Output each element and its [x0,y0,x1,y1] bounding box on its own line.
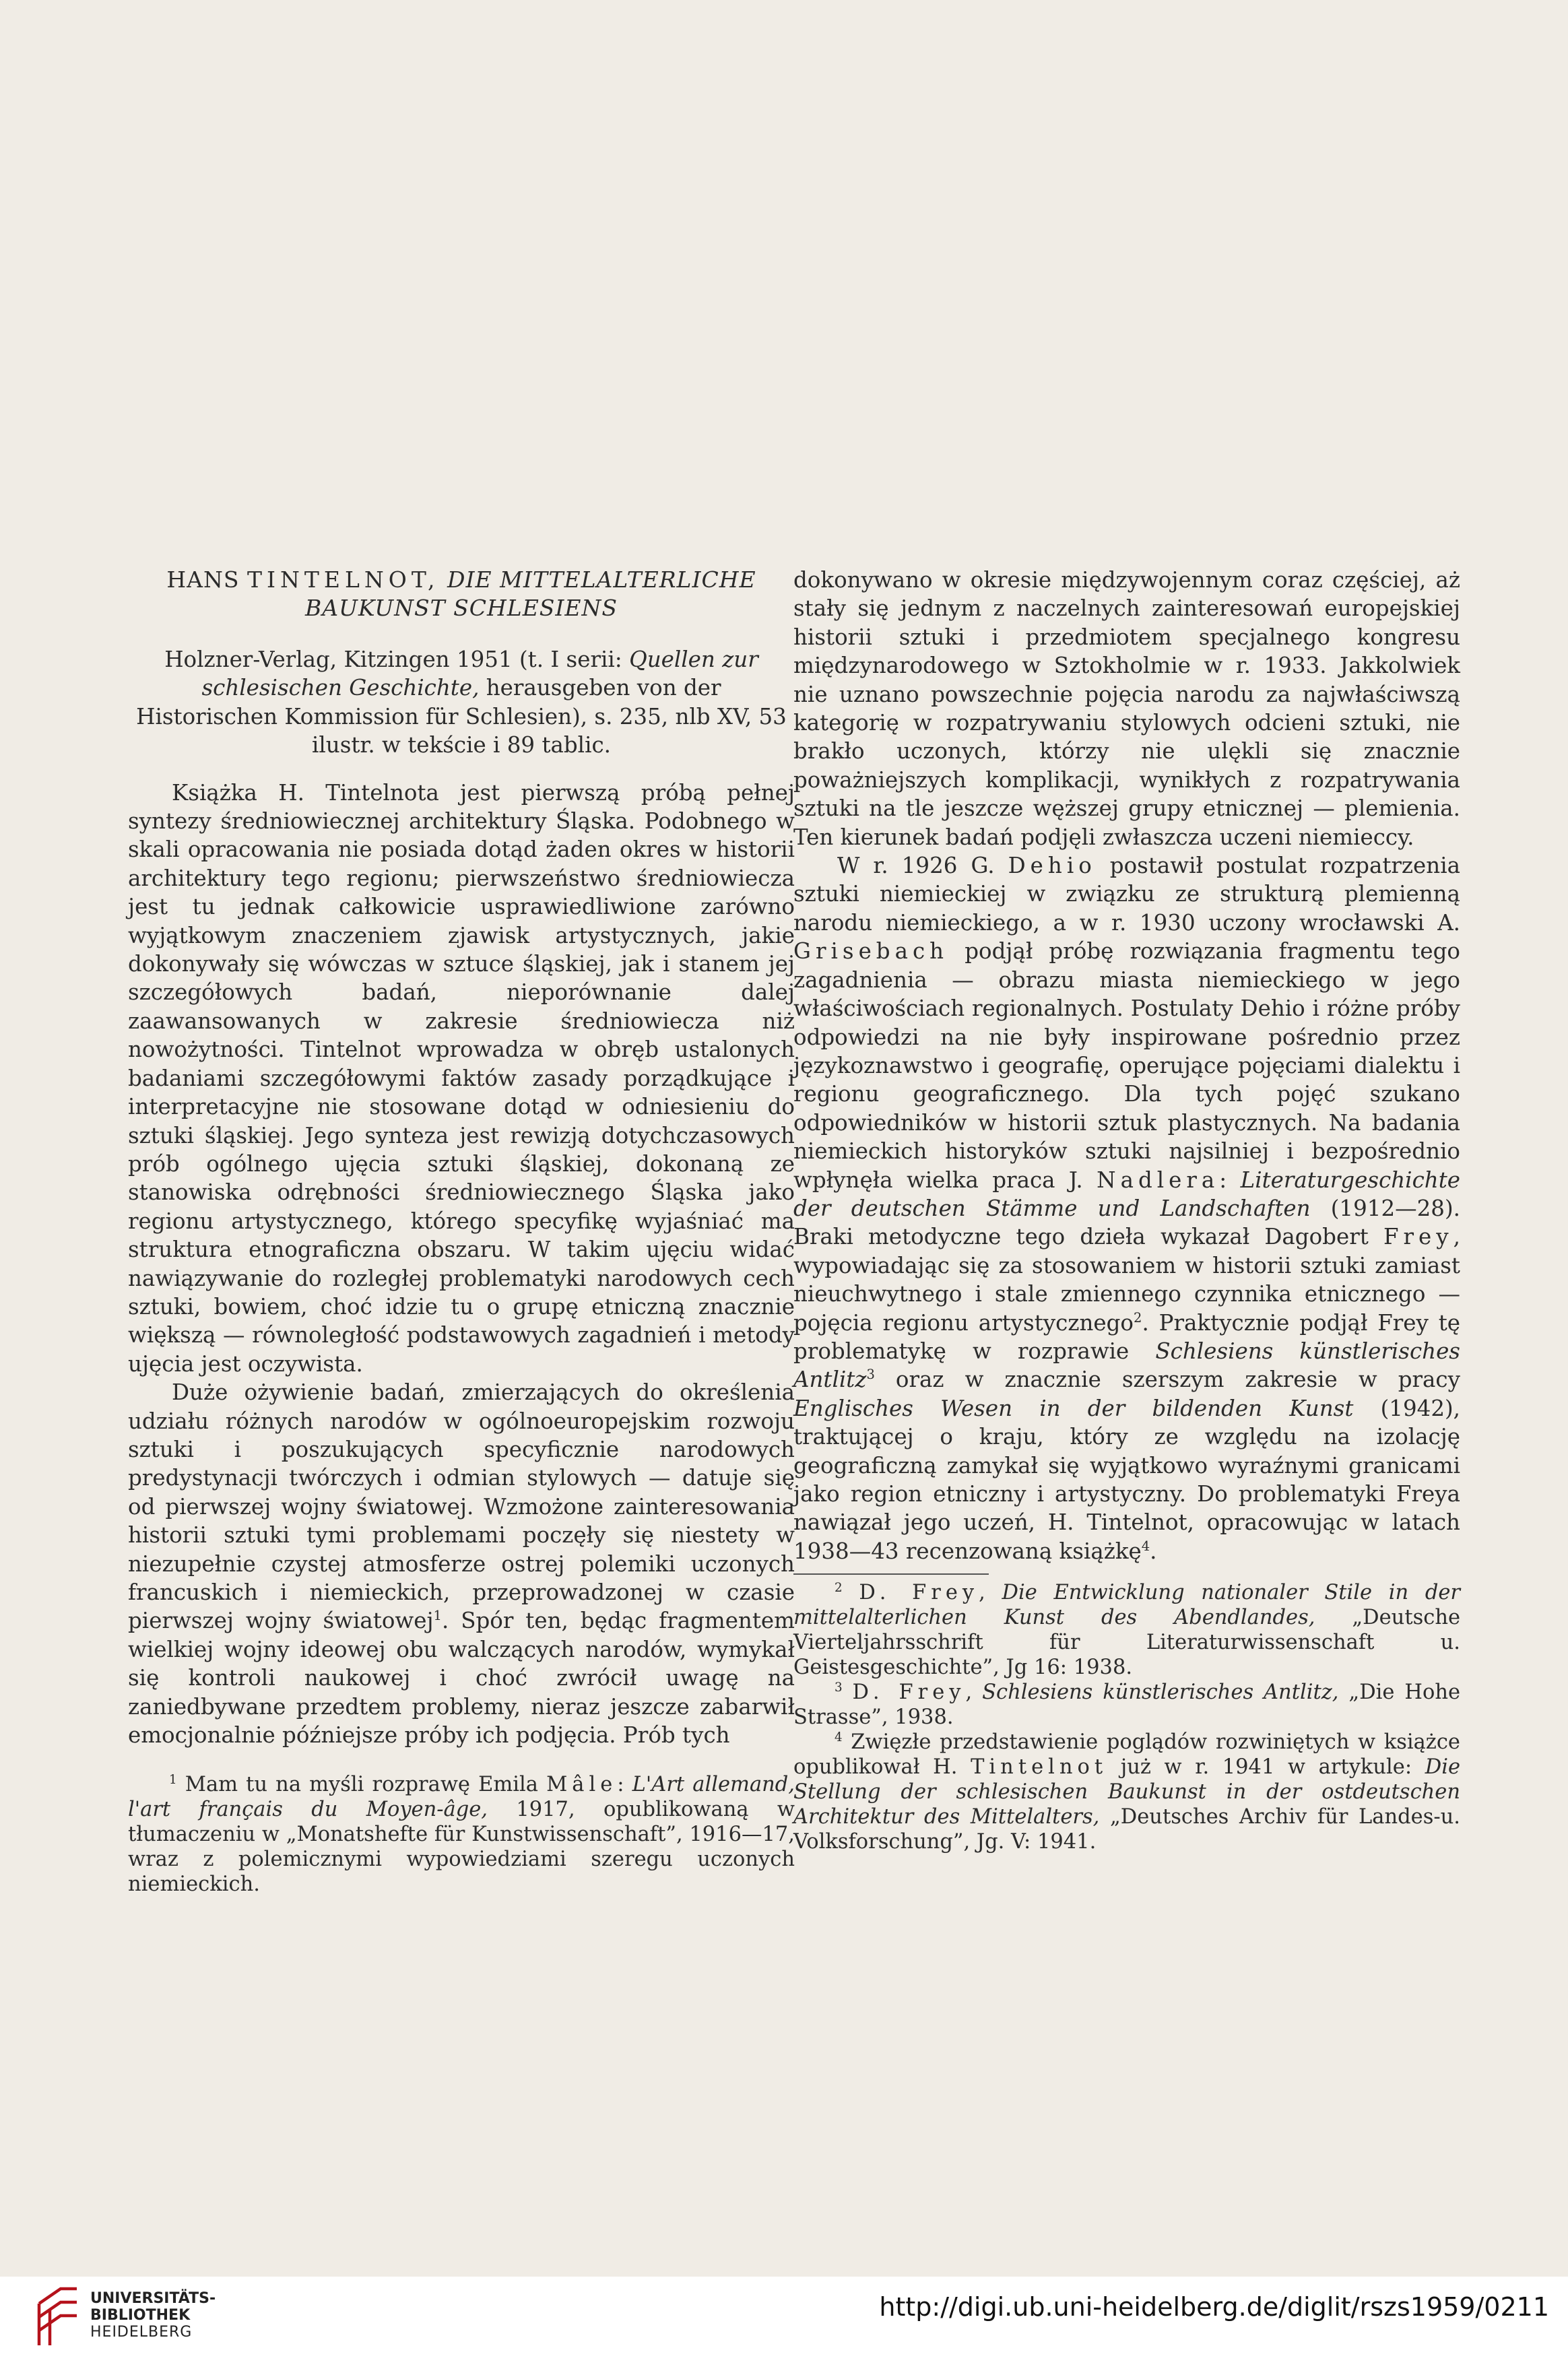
footnote-ref: 3 [866,1367,875,1383]
footnote-ref: 1 [433,1608,442,1624]
footnote-number: 4 [835,1730,843,1745]
paragraph-text: postawił postulat rozpatrzenia sztuki niemieckiej w związku ze strukturą plemienną narodu niemieckiego, a w r. 1930 uczony wrocławski A. [793,853,1460,936]
review-book-title-line1: DIE MITTELALTERLICHE [447,566,756,593]
left-column [128,566,795,1897]
library-name-line: HEIDELBERG [90,2324,193,2341]
footnote-author: D. Frey [852,1681,966,1705]
review-title [128,566,795,622]
review-author-first: HANS [166,566,240,593]
footnote-title: L'Art allemand, l'art français du Moyen-âge, [128,1773,795,1822]
library-name-line: UNIVERSITÄTS- [90,2290,216,2307]
paragraph-text: Duże ożywienie badań, zmierzających do określenia udziału różnych narodów w ogólnoeuropejskim rozwoju sztuki i poszukujących specyficznie narodowych predystynacji twórczych i odmian stylowych — datuje się od pierwszej wojny światowej. Wzmożone zainteresowania historii sztuki tymi problemami poczęły się niestety w niezupełnie czystej atmosferze ostrej polemiki uczonych francuskich i niemieckich, przeprowadzonej w czasie pierwszej wojny światowej [128,1379,795,1634]
footnote-author: Mâle [546,1773,618,1797]
footnote-number: 1 [169,1773,177,1788]
paragraph-text: . Praktycznie podjął Frey tę problematykę w rozprawie [793,1309,1460,1364]
paragraph: Książka H. Tintelnota jest pierwszą próbą pełnej syntezy średniowiecznej architektury Śląska. Podobnego w skali opracowania nie posiada dotąd żaden okres w historii architektury tego regionu; pierwszeństwo średniowiecza jest tu jednak całkowicie usprawiedliwione zarówno wyjątkowym znaczeniem zjawisk artystycznych, jakie dokonywały się wówczas w sztuce śląskiej, jak i stanem jej szczegółowych badań, nieporównanie dalej zaawansowanych w zakresie średniowiecza niż nowożytności. Tintelnot wprowadza w obręb ustalonych badaniami szczegółowymi faktów zasady porządkujące i interpretacyjne nie stosowane dotąd w odniesieniu do sztuki śląskiej. Jego synteza jest rewizją dotychczasowych prób ogólnego ujęcia sztuki śląskiej, dokonaną ze stanowiska odrębności średniowiecznego Śląska jako regionu artystycznego, którego specyfikę wyjaśniać ma struktura etnograficzna obszaru. W takim ujęciu widać nawiązywanie do rozległej problematyki narodowych cech sztuki, bowiem, choć idzie tu o grupę etniczną znacznie większą — równoległość podstawowych zagadnień i metody ujęcia jest oczywista. [128,779,795,1377]
review-book-title-line2: BAUKUNST SCHLESIENS [304,595,618,621]
library-logo-icon [34,2283,82,2351]
person-name: Frey [1383,1224,1453,1250]
person-name: Nadlera [1097,1167,1220,1193]
footnote-title: Die Entwicklung nationaler Stile in der mittelalterlichen Kunst des Abendlandes, [793,1581,1461,1630]
footnote [793,1580,1460,1680]
footnote-text: „Deutsches Archiv für Landes-u. Volksforschung”, Jg. V: 1941. [793,1805,1461,1854]
review-author-last: TINTELNOT, [247,566,440,593]
paragraph-text: (1912—28). Braki metodyczne tego dzieła wykazał Dagobert [793,1195,1460,1250]
library-name-line: BIBLIOTHEK [90,2307,191,2324]
footnote-ref: 4 [1141,1538,1150,1554]
paragraph-text: . Spór ten, będąc fragmentem wielkiej wojny ideowej obu walczących narodów, wymykał się kontroli naukowej i choć zwrócił uwagę na zaniedbywane przedtem problemy, nieraz jeszcze zabarwił emocjonalnie późniejsze próby ich podjęcia. Prób tych [128,1608,795,1749]
paragraph-text: (1942), traktującej o kraju, który ze względu na izolację geograficzną zamykał się wyjątkowo wyraźnymi granicami jako region etniczny i artystyczny. Do problematyki Freya nawiązał jego uczeń, H. Tintelnot, opracowując w latach 1938—43 recenzowaną książkę [793,1395,1461,1564]
footnote [793,1680,1460,1730]
paragraph: dokonywano w okresie międzywojennym coraz częściej, aż stały się jednym z naczelnych zainteresowań europejskiej historii sztuki i przedmiotem specjalnego kongresu międzynarodowego w Sztokholmie w r. 1933. Jakkolwiek nie uznano powszechnie pojęcia narodu za najwłaściwszą kategorię w rozpatrywaniu stylowych odcieni sztuki, nie brakło uczonych, którzy nie ulękli się znacznie poważniejszych komplikacji, wynikłych z rozpatrywania sztuki na tle jeszcze węższej grupy etnicznej — plemienia. Ten kierunek badań podjęli zwłaszcza uczeni niemieccy. [793,567,1460,850]
biblio-publisher: Holzner-Verlag, Kitzingen 1951 (t. I serii: [164,647,630,672]
biblio-series: Quellen zur schlesischen Geschichte, [201,647,758,701]
person-name: Grisebach [793,938,949,965]
paragraph [793,851,1460,1565]
work-title: Schlesiens künstlerisches Antlitz [793,1338,1460,1393]
bibliographic-note [128,645,795,760]
footnote-title: Schlesiens künstlerisches Antlitz, [982,1681,1339,1705]
footnote-author: Tintelnot [971,1755,1108,1780]
paragraph-text: W r. 1926 G. [837,853,1008,879]
footnote-number: 2 [835,1581,843,1596]
person-name: Dehio [1008,853,1097,879]
footnote-title: Die Stellung der schlesischen Baukunst in der ostdeutschen Architektur des Mittelalters, [793,1755,1460,1829]
footnote-text: „Deutsche Vierteljahrsschrift für Literaturwissenschaft u. Geistesgeschichte”, Jg 16: 1938. [793,1606,1461,1680]
footnote-text: Mam tu na myśli rozprawę Emila [176,1773,547,1797]
footnote-author: D. Frey [859,1581,979,1605]
library-name [90,2290,216,2341]
paragraph [128,1378,795,1749]
footnote [128,1772,795,1897]
footnote-text: : [617,1773,632,1797]
paragraph-text: . [1150,1538,1157,1564]
source-url-link[interactable]: http://digi.ub.uni-heidelberg.de/diglit/rszs1959/0211 [879,2292,1549,2322]
paragraph-text: oraz w znacznie szerszym zakresie w pracy [874,1367,1460,1393]
biblio-details: herausgeben von der Historischen Kommission für Schlesien), s. 235, nlb XV, 53 ilustr. w tekście i 89 tablic. [136,675,787,758]
footnote-divider [793,1573,989,1575]
footnote [793,1730,1460,1854]
footnote-text: „Die Hohe Strasse”, 1938. [793,1681,1461,1730]
footnote-ref: 2 [1134,1309,1142,1326]
footnote-text: , [965,1681,983,1705]
paragraph-text: podjął próbę rozwiązania fragmentu tego zagadnienia — obrazu miasta niemieckiego w jego właściwościach regionalnych. Postulaty Dehio i różne próby odpowiedzi na nie były inspirowane pośrednio przez językoznawstwo i geografię, operujące pojęciami dialektu i regionu geograficznego. Dla tych pojęć szukano odpowiedników w historii sztuk plastycznych. Na badania niemieckich historyków sztuki najsilniej i bezpośrednio wpłynęła wielka praca J. [793,938,1460,1193]
right-column [793,566,1460,1854]
paragraph-text: : [1219,1167,1241,1193]
footnote-text: już w r. 1941 w artykule: [1107,1755,1425,1780]
paragraph-text: , wypowiadając się za stosowaniem w historii sztuki zamiast nieuchwytnego i stale zmiennego czynnika etnicznego — pojęcia regionu artystycznego [793,1224,1460,1336]
work-title: Englisches Wesen in der bildenden Kunst [793,1395,1354,1421]
footnote-text: 1917, opublikowaną w tłumaczeniu w „Monatshefte für Kunstwissenschaft”, 1916—17, wraz z polemicznymi wypowiedziami szeregu uczonych niemieckich. [128,1798,795,1897]
footnote-number: 3 [835,1681,843,1695]
work-title: Literaturgeschichte der deutschen Stämme und Landschaften [793,1167,1461,1221]
footnote-text: Zwięzłe przedstawienie poglądów rozwiniętych w książce opublikował H. [793,1730,1460,1780]
footnote-text: , [979,1581,1002,1605]
